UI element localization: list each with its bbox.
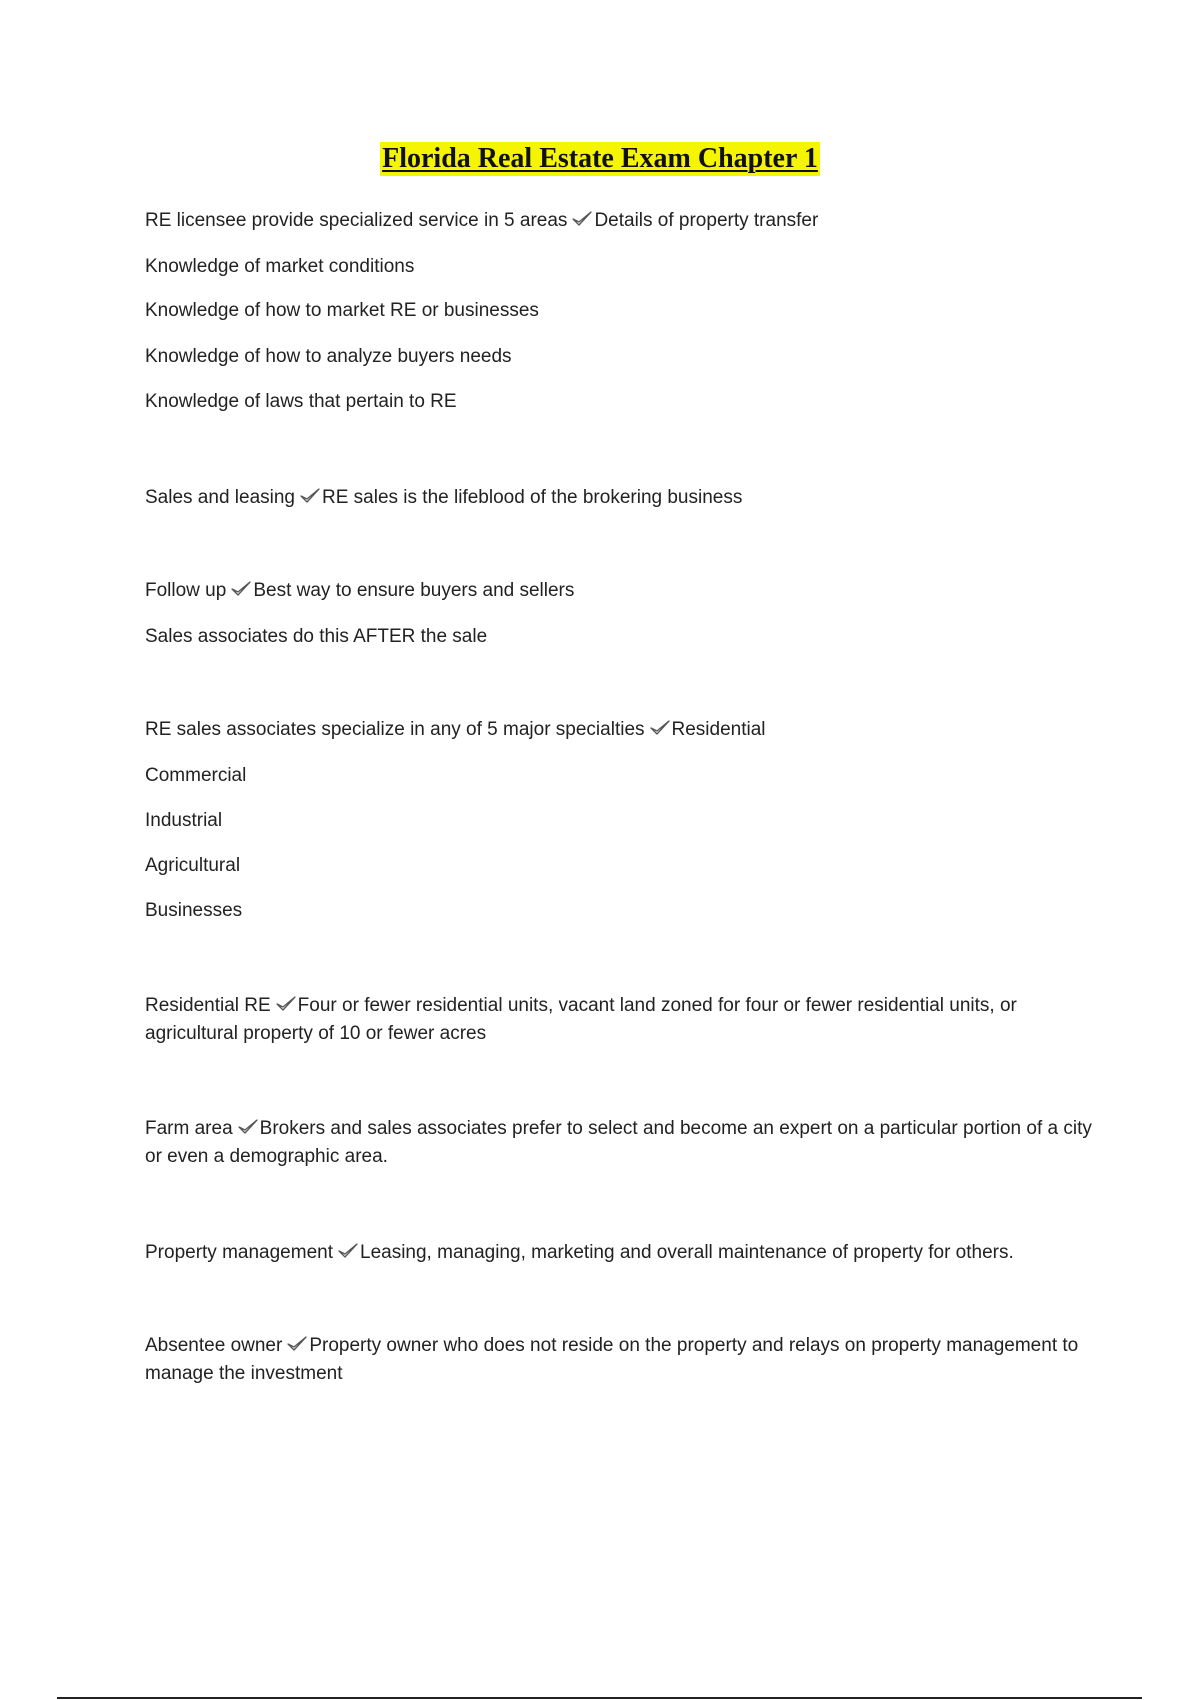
entry-term: Residential RE bbox=[145, 995, 271, 1016]
entry-term: Follow up bbox=[145, 580, 227, 601]
check-mark-icon bbox=[649, 719, 671, 737]
entry-1-line-3: Knowledge of how to market RE or businesses bbox=[145, 300, 539, 321]
check-mark-icon bbox=[230, 580, 252, 598]
entry-3-line-1 bbox=[145, 577, 574, 605]
entry-5 bbox=[145, 992, 1095, 1048]
entry-4-line-2: Commercial bbox=[145, 765, 247, 786]
entry-definition: Four or fewer residential units, vacant land zoned for four or fewer residential units, or agricultural property of 10 or fewer acres bbox=[145, 995, 1017, 1044]
check-mark-icon bbox=[571, 210, 593, 228]
entry-definition: Brokers and sales associates prefer to select and become an expert on a particular portion of a city or even a demographic area. bbox=[145, 1118, 1092, 1167]
check-mark-icon bbox=[286, 1335, 308, 1353]
entry-1-line-2: Knowledge of market conditions bbox=[145, 256, 415, 277]
entry-1-line-5: Knowledge of laws that pertain to RE bbox=[145, 391, 457, 412]
entry-term: Farm area bbox=[145, 1118, 233, 1139]
check-mark-icon bbox=[237, 1118, 259, 1136]
entry-term: Sales and leasing bbox=[145, 487, 295, 508]
entry-2-line-1 bbox=[145, 484, 742, 512]
entry-8 bbox=[145, 1332, 1095, 1388]
entry-term: Property management bbox=[145, 1242, 333, 1263]
check-mark-icon bbox=[299, 487, 321, 505]
entry-3-line-2: Sales associates do this AFTER the sale bbox=[145, 626, 488, 647]
entry-4-line-4: Agricultural bbox=[145, 855, 241, 876]
entry-1-line-1 bbox=[145, 207, 818, 235]
entry-definition: Property owner who does not reside on the property and relays on property management to manage the investment bbox=[145, 1335, 1079, 1384]
entry-1-line-4: Knowledge of how to analyze buyers needs bbox=[145, 346, 512, 367]
entry-definition: Leasing, managing, marketing and overall maintenance of property for others. bbox=[360, 1242, 1014, 1263]
page-title: Florida Real Estate Exam Chapter 1 bbox=[382, 143, 818, 174]
footer-divider bbox=[57, 1697, 1142, 1699]
entry-definition: RE sales is the lifeblood of the brokering business bbox=[322, 487, 743, 508]
entry-term: RE sales associates specialize in any of 5 major specialties bbox=[145, 719, 645, 740]
entry-definition: Residential bbox=[671, 719, 766, 740]
entry-6 bbox=[145, 1115, 1095, 1171]
check-mark-icon bbox=[275, 995, 297, 1013]
entry-7 bbox=[145, 1239, 1014, 1267]
entry-4-line-1 bbox=[145, 716, 766, 744]
entry-4-line-5: Businesses bbox=[145, 900, 243, 921]
entry-definition: Best way to ensure buyers and sellers bbox=[253, 580, 575, 601]
entry-term: RE licensee provide specialized service in 5 areas bbox=[145, 210, 568, 231]
check-mark-icon bbox=[337, 1242, 359, 1260]
entry-term: Absentee owner bbox=[145, 1335, 283, 1356]
entry-definition: Details of property transfer bbox=[594, 210, 819, 231]
entry-4-line-3: Industrial bbox=[145, 810, 223, 831]
title-container bbox=[0, 142, 1200, 176]
